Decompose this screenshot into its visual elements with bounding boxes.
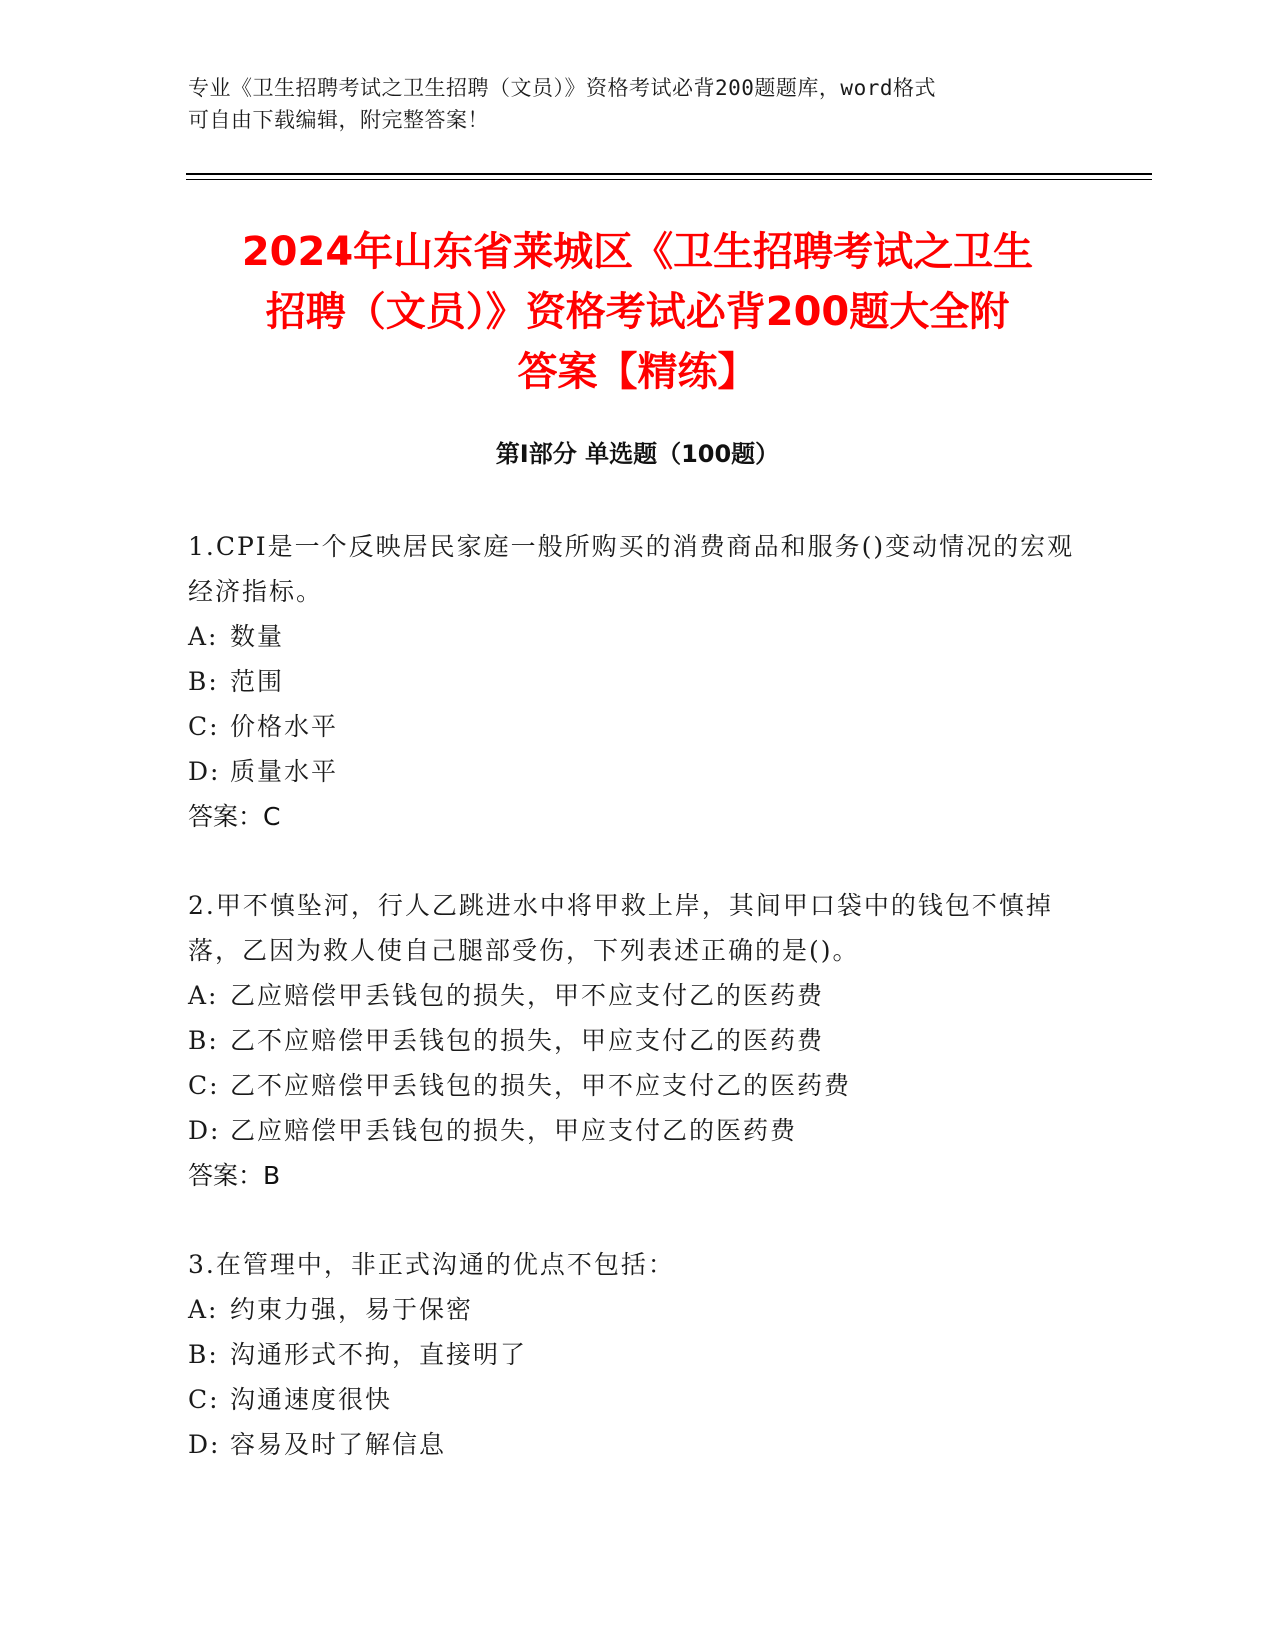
question-2 <box>188 883 1088 1198</box>
question-stem: 1.CPI是一个反映居民家庭一般所购买的消费商品和服务()变动情况的宏观经济指标。 <box>188 532 1075 606</box>
question-list <box>188 524 1088 1511</box>
option-key: A: <box>188 981 219 1010</box>
option-c <box>188 704 1088 749</box>
title-line-2: 招聘（文员）》资格考试必背200题大全附 <box>265 289 1010 335</box>
option-b <box>188 1332 1088 1377</box>
option-a <box>188 614 1088 659</box>
option-c <box>188 1377 1088 1422</box>
question-1 <box>188 524 1088 839</box>
option-text: 乙不应赔偿甲丢钱包的损失，甲应支付乙的医药费 <box>230 1026 825 1055</box>
question-stem: 2.甲不慎坠河，行人乙跳进水中将甲救上岸，其间甲口袋中的钱包不慎掉落，乙因为救人使自己腿部受伤，下列表述正确的是()。 <box>188 891 1053 965</box>
option-a <box>188 1287 1088 1332</box>
option-text: 质量水平 <box>230 757 339 786</box>
question-3 <box>188 1242 1088 1467</box>
option-text: 沟通速度很快 <box>230 1385 393 1414</box>
option-text: 价格水平 <box>230 712 339 741</box>
header-rule-thick <box>186 173 1152 175</box>
header-note-line-1: 专业《卫生招聘考试之卫生招聘（文员）》资格考试必背200题题库，word格式 <box>188 76 936 100</box>
title-line-1: 2024年山东省莱城区《卫生招聘考试之卫生 <box>241 229 1034 275</box>
option-key: C: <box>188 712 220 741</box>
option-a <box>188 973 1088 1018</box>
option-key: C: <box>188 1385 220 1414</box>
option-text: 容易及时了解信息 <box>230 1430 447 1459</box>
answer: 答案：C <box>188 802 281 831</box>
option-key: D: <box>188 1430 221 1459</box>
option-key: C: <box>188 1071 220 1100</box>
option-key: B: <box>188 667 219 696</box>
option-key: B: <box>188 1340 219 1369</box>
option-d <box>188 1108 1088 1153</box>
option-text: 乙应赔偿甲丢钱包的损失，甲不应支付乙的医药费 <box>230 981 825 1010</box>
option-d <box>188 749 1088 794</box>
question-stem: 3.在管理中，非正式沟通的优点不包括： <box>188 1250 675 1279</box>
header-note <box>188 72 1068 136</box>
document-title <box>150 222 1125 402</box>
header-rule-thin <box>186 179 1152 180</box>
option-c <box>188 1063 1088 1108</box>
option-b <box>188 1018 1088 1063</box>
header-note-line-2: 可自由下载编辑，附完整答案！ <box>188 108 489 132</box>
option-text: 乙不应赔偿甲丢钱包的损失，甲不应支付乙的医药费 <box>230 1071 852 1100</box>
option-text: 范围 <box>230 667 285 696</box>
option-key: B: <box>188 1026 219 1055</box>
option-d <box>188 1422 1088 1467</box>
option-key: D: <box>188 1116 221 1145</box>
answer: 答案：B <box>188 1161 281 1190</box>
option-key: D: <box>188 757 221 786</box>
option-key: A: <box>188 622 219 651</box>
option-text: 沟通形式不拘，直接明了 <box>230 1340 528 1369</box>
option-text: 数量 <box>230 622 285 651</box>
option-text: 约束力强，易于保密 <box>230 1295 474 1324</box>
option-key: A: <box>188 1295 219 1324</box>
option-text: 乙应赔偿甲丢钱包的损失，甲应支付乙的医药费 <box>230 1116 798 1145</box>
section-heading: 第Ⅰ部分 单选题（100题） <box>495 440 780 468</box>
option-b <box>188 659 1088 704</box>
title-line-3: 答案【精练】 <box>517 349 758 395</box>
